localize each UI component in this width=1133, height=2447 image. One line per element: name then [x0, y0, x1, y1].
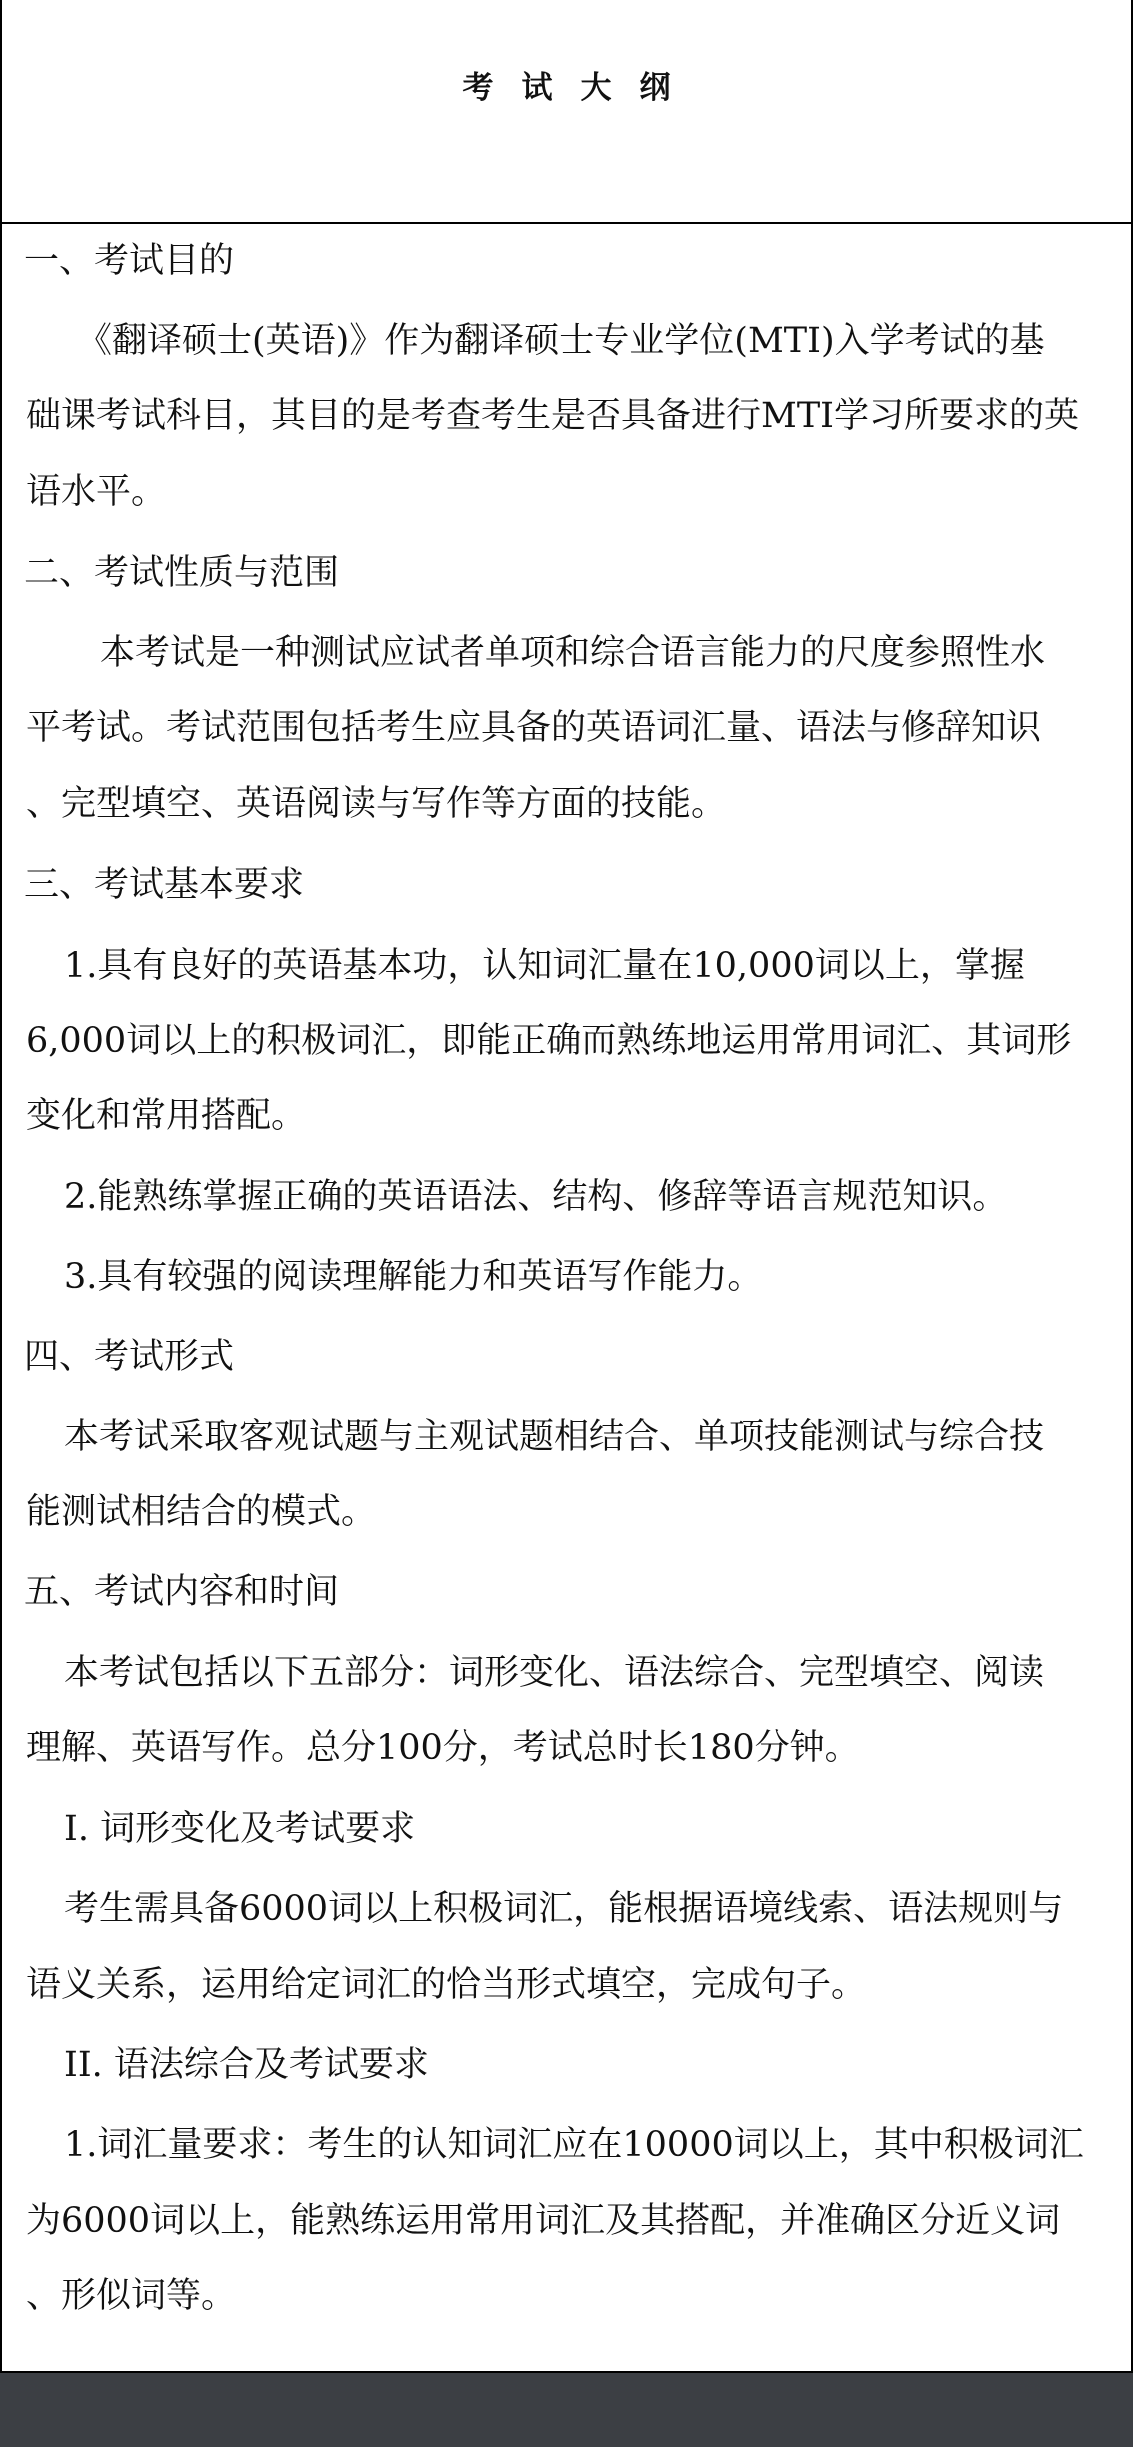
requirement-item: 2.能熟练掌握正确的英语语法、结构、修辞等语言规范知识。	[64, 1177, 1008, 1217]
section-heading-requirements: 三、考试基本要求	[24, 865, 305, 905]
paragraph-line: 本考试是一种测试应试者单项和综合语言能力的尺度参照性水	[100, 633, 1046, 673]
requirement-item: 3.具有较强的阅读理解能力和英语写作能力。	[64, 1257, 763, 1297]
paragraph-line: 语水平。	[26, 472, 167, 512]
paragraph-line: 本考试包括以下五部分：词形变化、语法综合、完型填空、阅读	[64, 1653, 1045, 1693]
title-cell	[2, 0, 1131, 224]
paragraph-line: 平考试。考试范围包括考生应具备的英语词汇量、语法与修辞知识	[26, 708, 1042, 748]
document-title: 考试大纲	[462, 70, 699, 106]
paragraph-line: 、完型填空、英语阅读与写作等方面的技能。	[26, 784, 727, 824]
paragraph-line: 语义关系，运用给定词汇的恰当形式填空，完成句子。	[26, 1965, 867, 2005]
section-heading-purpose: 一、考试目的	[24, 241, 235, 281]
viewer-bottom-bar	[0, 2373, 1133, 2447]
requirement-item: 1.具有良好的英语基本功，认知词汇量在10,000词以上，掌握	[64, 946, 1025, 986]
requirement-item-line: 为6000词以上，能熟练运用常用词汇及其搭配，并准确区分近义词	[26, 2201, 1061, 2241]
section-heading-format: 四、考试形式	[24, 1337, 235, 1377]
paragraph-line: 理解、英语写作。总分100分，考试总时长180分钟。	[26, 1728, 860, 1768]
subsection-heading-word-forms: I. 词形变化及考试要求	[64, 1809, 416, 1849]
paragraph-line: 考生需具备6000词以上积极词汇，能根据语境线索、语法规则与	[64, 1889, 1064, 1929]
paragraph-line: 能测试相结合的模式。	[26, 1492, 377, 1532]
requirement-item-line: 变化和常用搭配。	[26, 1096, 307, 1136]
section-heading-nature-scope: 二、考试性质与范围	[24, 553, 340, 593]
requirement-item-line: 、形似词等。	[26, 2276, 237, 2316]
paragraph-line: 本考试采取客观试题与主观试题相结合、单项技能测试与综合技	[64, 1417, 1045, 1457]
paragraph-line: 《翻译硕士(英语)》作为翻译硕士专业学位(MTI)入学考试的基	[77, 321, 1045, 361]
content-cell	[2, 224, 1131, 2373]
requirement-item-line: 6,000词以上的积极词汇，即能正确而熟练地运用常用词汇、其词形	[26, 1021, 1072, 1061]
section-heading-content-time: 五、考试内容和时间	[24, 1572, 340, 1612]
paragraph-line: 础课考试科目，其目的是考查考生是否具备进行MTI学习所要求的英	[26, 396, 1080, 436]
subsection-heading-grammar: II. 语法综合及考试要求	[64, 2045, 429, 2085]
requirement-item: 1.词汇量要求：考生的认知词汇应在10000词以上，其中积极词汇	[64, 2125, 1084, 2165]
